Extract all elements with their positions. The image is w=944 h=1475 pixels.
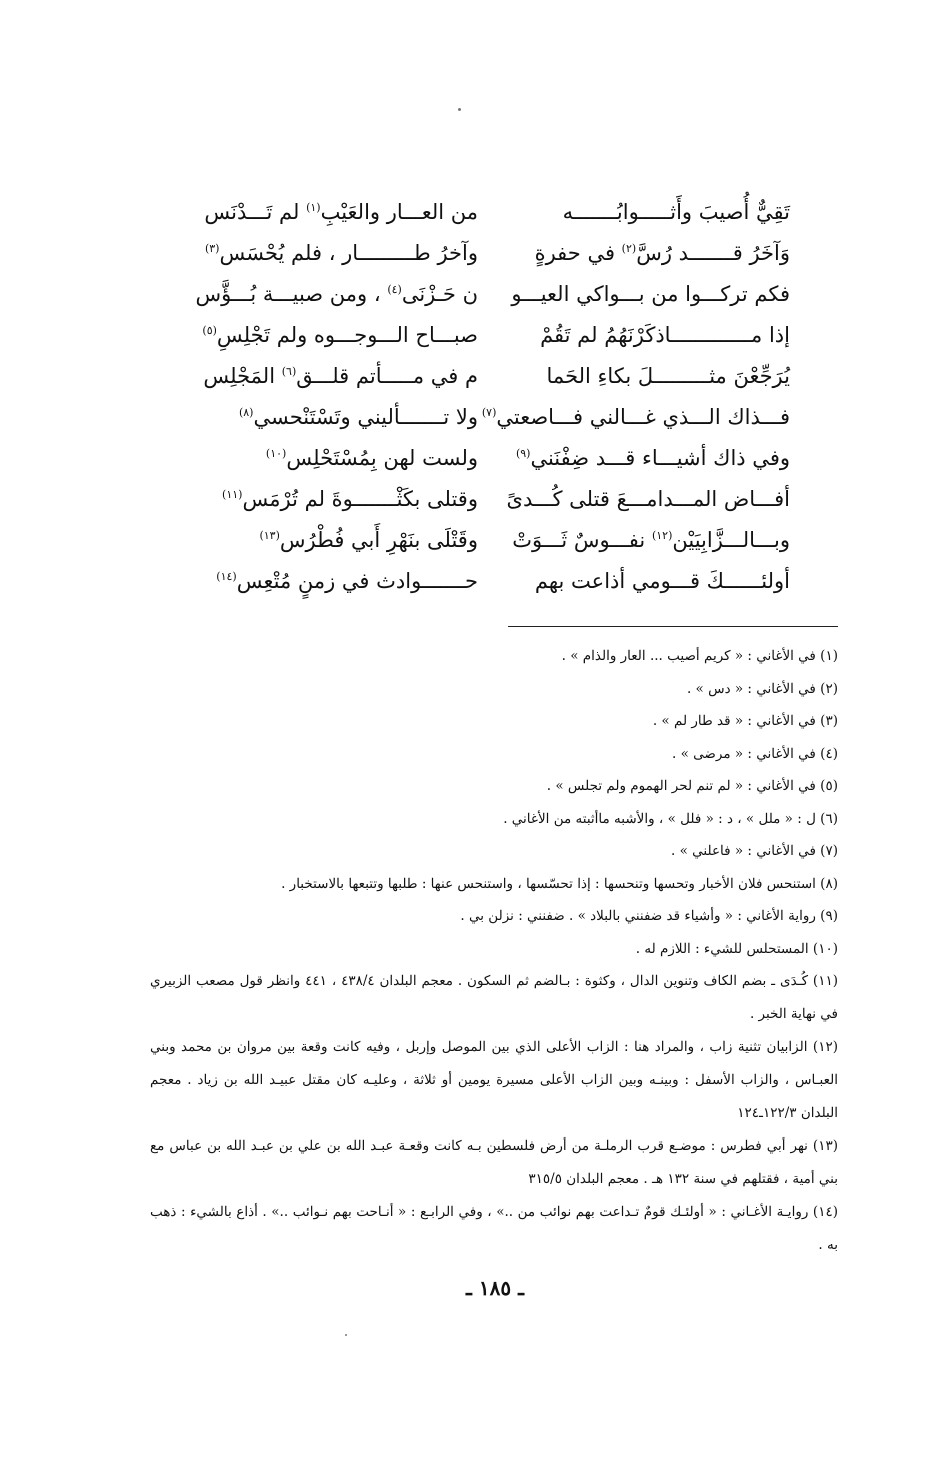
page-number: ـ ١٨٥ ـ <box>466 1276 524 1300</box>
footnote-marker: (٩) <box>515 447 531 460</box>
verse-second-hemistich: م في مـــــأتم قلـــق$^{(٦)}$ المَجْلِس <box>203 364 478 388</box>
footnote-marker: (١٠) <box>265 447 287 460</box>
verse-first-hemistich: تَقِيٌّ أُصيبَ وأَثـــــوابُـــــــه <box>562 200 790 224</box>
verse-second-hemistich: حـــــــوادث في زمنٍ مُتْعِس$^{(١٤)}$ <box>216 569 478 593</box>
verse-second-hemistich: ن حَـزْنَى$^{(٤)}$ ، ومن صبيـــة بُـــؤَّس <box>195 282 478 306</box>
footnote: (٥) في الأغاني : « لم تنم لحر الهموم ولم تجلس » . <box>546 778 838 794</box>
verse-first-hemistich: فكم تركـــوا من بـــواكي العيـــو <box>511 282 790 306</box>
footnote: (١٤) روايـة الأغـاني : « أولئـك قومٌ تـداعت بهم نوائب من ..» ، وفي الرابـع : « أنـاحت بهم نـوائب ..» . أذاع بالشيء : ذهب به . <box>150 1204 838 1253</box>
footnotes <box>150 640 838 1262</box>
footnote-marker: (٤) <box>387 283 402 296</box>
poem-verse <box>204 192 790 233</box>
poem-verse <box>204 233 790 274</box>
footnote: (٦) ل : « ملل » ، د : « فلل » ، والأشبه ماأثبته من الأغاني . <box>503 810 838 827</box>
poem-verse <box>210 520 790 561</box>
verse-first-hemistich: أفـــاض المـــدامـــعَ قتلى كُـــدىً <box>506 487 790 511</box>
verse-second-hemistich: وآخرُ طـــــــــار ، فلم يُحْسَس$^{(٣)}$ <box>204 241 478 265</box>
verse-first-hemistich: أولئــــــكَ قـــومي أذاعت بهم <box>534 569 790 593</box>
verse-second-hemistich: وقَتْلَى بنَهْرِ أَبي فُطْرُس$^{(١٣)}$ <box>259 528 478 552</box>
verse-first-hemistich: يُرَجِّعْنَ مثـــــــــلَ بكاءِ الحَما <box>546 364 790 388</box>
verse-second-hemistich: صبـــاح الـــوجـــوه ولم تَجْلِسِ$^{(٥)}$ <box>202 323 478 347</box>
footnote-marker: (٥) <box>202 324 217 337</box>
poem-verse <box>202 315 790 356</box>
verse-first-hemistich: فـــذاك الـــذي غـــالني فـــاصعتي$^{(٧)}$ <box>481 405 790 429</box>
verse-second-hemistich: وقتلى بكَثْـــــــوةَ لم تُرْمَس$^{(١١)}$ <box>222 487 478 511</box>
poem-verse <box>195 274 790 315</box>
footnote-marker: (٦) <box>281 365 297 378</box>
poem-verse <box>203 356 790 397</box>
footnote-marker: (٢) <box>621 242 637 255</box>
footnote: (٢) في الأغاني : « دس » . <box>686 680 838 697</box>
poem-verse <box>210 561 790 602</box>
footnote-marker: (٣) <box>204 242 220 255</box>
footnote-marker: (٨) <box>238 406 254 419</box>
poem <box>195 192 790 602</box>
footnote: (٧) في الأغاني : « فاعلني » . <box>671 843 838 859</box>
scan-speck <box>458 108 461 111</box>
verse-first-hemistich: إذا مـــــــــــــاذكَرْنَهُمُ لم تَقُمْ <box>540 323 790 347</box>
footnote: (١٢) الزابيان تثنية زاب ، والمراد هنا : الزاب الأعلى الذي بين الموصل وإربل ، وفيه كانت وقعة بين مروان بن محمد وبني العبـاس ، والزاب الأسفل : وبينـه وبين الزاب الأعلى مسيرة يومين أو ثلاثة ، وعليـه كان مقتل عبيـد الله بن زياد . معجم البلدان ١٢٢/٣ـ١٢٤ <box>150 1039 838 1121</box>
footnote: (١٠) المستحلس للشيء : اللازم له . <box>635 940 838 957</box>
footnote: (١١) كُـدَى ـ بضم الكاف وتنوين الدال ، وكثوة : بـالضم ثم السكون . معجم البلدان ٤٣٨/٤ ، ٤٤١ وانظر قول مصعب الزبيري في نهاية الخبر . <box>150 973 838 1022</box>
footnote-marker: (١٢) <box>651 529 673 542</box>
poem-verse <box>210 397 790 438</box>
footnote-marker: (١) <box>306 201 321 214</box>
footnote: (٤) في الأغاني : « مرضى » . <box>672 745 838 762</box>
footnote: (٩) رواية الأغاني : « وأشياء قد ضفنني بالبلاد » . ضفنني : نزلن بي . <box>460 908 838 924</box>
verse-first-hemistich: وبـــالـــزَّابِيَيْن$^{(١٢)}$ نفـــوسٌ ثَـــوَتْ <box>512 528 790 552</box>
verse-second-hemistich: ولست لهن بِمُسْتَحْلِس$^{(١٠)}$ <box>265 446 478 470</box>
verse-first-hemistich: وَآخَرُ قـــــــد رُسَّ$^{(٢)}$ في حفرةٍ <box>534 241 790 265</box>
footnote-marker: (١٣) <box>259 529 280 542</box>
footnote-marker: (٧) <box>481 406 497 419</box>
verse-second-hemistich: ولا تـــــــأليني وتَسْتَنْحسي$^{(٨)}$ <box>238 405 478 429</box>
poem-verse <box>210 438 790 479</box>
verse-second-hemistich: من العـــار والعَيْبِ$^{(١)}$ لم تَـــدْنَس <box>204 200 478 224</box>
footnote-marker: (١١) <box>222 488 243 501</box>
footnote: (٨) استنحس فلان الأخبار وتحسها وتنحسها : إذا تحسّسها ، واستنحس عنها : طلبها وتتبعها بالاستخبار . <box>281 875 838 892</box>
footnote: (١) في الأغاني : « كريم أصيب ... العار والذام » . <box>561 648 838 664</box>
footnote-marker: (١٤) <box>216 570 237 583</box>
footnote-divider <box>508 626 838 627</box>
scan-speck <box>345 1334 347 1336</box>
footnote: (١٣) نهر أبي فطرس : موضـع قرب الرملـة من أرض فلسطين بـه كانت وقعـة عبـد الله بن علي بن عبـد الله بن عباس مع بني أمية ، فقتلهم في سنة ١٣٢ هـ . معجم البلدان ٣١٥/٥ <box>150 1138 838 1187</box>
footnote: (٣) في الأغاني : « قد طار لم » . <box>652 713 838 729</box>
verse-first-hemistich: وفي ذاك أشيـــاء قـــد ضِفْنَني$^{(٩)}$ <box>515 446 790 470</box>
poem-verse <box>210 479 790 520</box>
